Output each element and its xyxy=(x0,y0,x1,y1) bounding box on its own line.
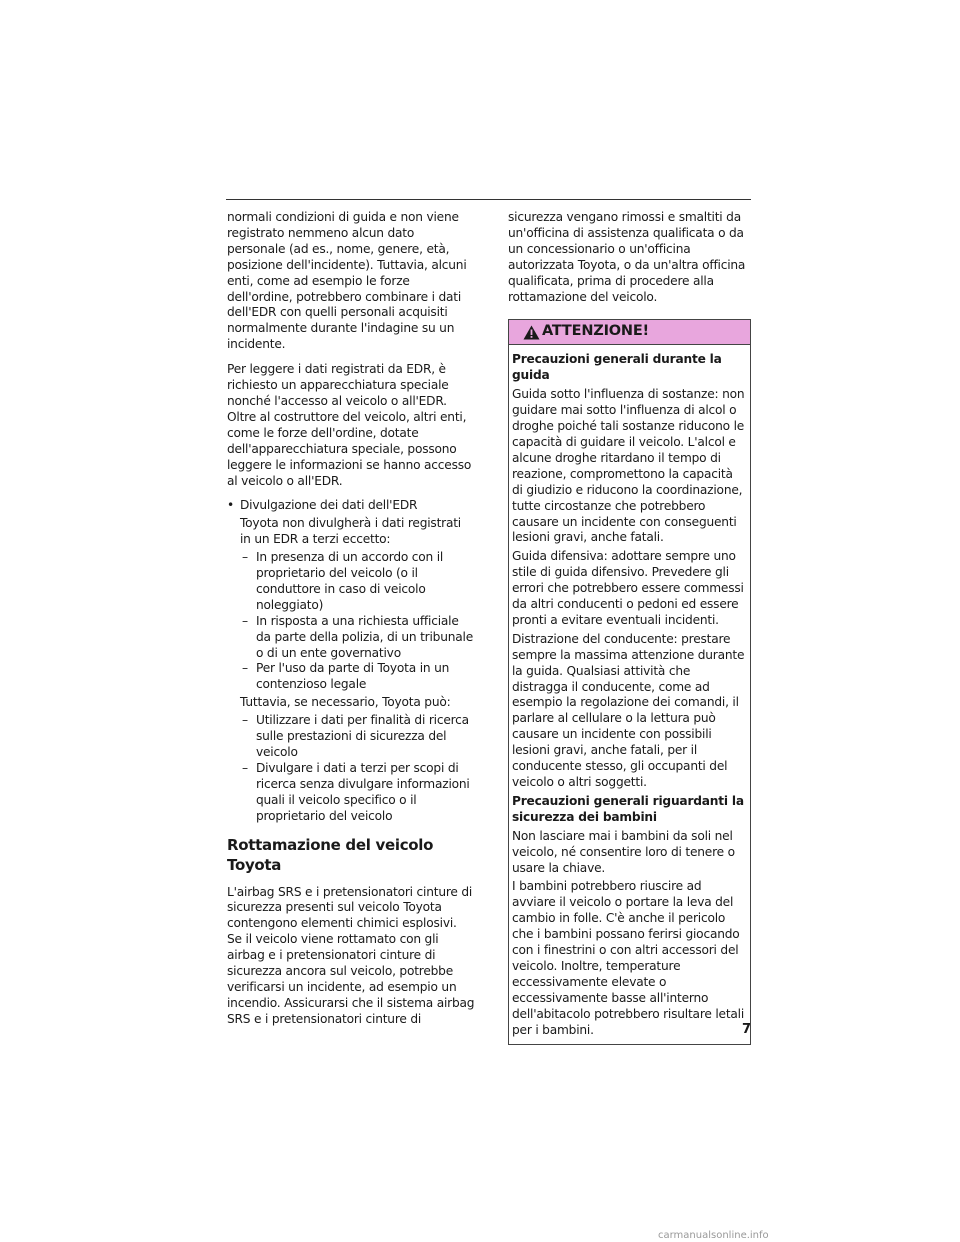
warning-subheading: Precauzioni generali riguardanti la sicurezza dei bambini xyxy=(512,793,744,824)
section-heading: Rottamazione del veicolo Toyota xyxy=(227,835,434,874)
watermark: carmanualsonline.info xyxy=(658,1230,769,1241)
paragraph: sicurezza vengano rimossi e smaltiti da un'officina di assistenza qualificata o da un concessionario o un'officina autorizzata Toyota, o da un'altra officina qualificata, prima di procedere alla rottamazione del veicolo. xyxy=(508,210,746,304)
paragraph: normali condizioni di guida e non viene registrato nemmeno alcun dato personale (ad es., nome, genere, età, posizione dell'incidente). Tuttavia, alcuni enti, come ad esempio le forze dell'ordine, potrebbero combinare i dati dell'EDR con quelli personali acquisiti normalmente durante l'indagine su un incidente. xyxy=(227,210,467,352)
warning-text: Distrazione del conducente: prestare sempre la massima attenzione durante la guida. Qualsiasi attività che distragga il conducente, come ad esempio la regolazione dei comandi, il parlare al cellulare o la lettura può causare un incidente con possibili lesioni gravi, anche fatali, per il conducente stesso, gli occupanti del veicolo o altri soggetti. xyxy=(512,631,745,789)
paragraph: L'airbag SRS e i pretensionatori cinture di sicurezza presenti sul veicolo Toyota contengono elementi chimici esplosivi. Se il veicolo viene rottamato con gli airbag e i pretensionatori cinture di sicurezza ancora sul veicolo, potrebbe verificarsi un incidente, ad esempio un incendio. Assicurarsi che il sistema airbag SRS e i pretensionatori cinture di xyxy=(227,884,475,1026)
warning-text: I bambini potrebbero riuscire ad avviare il veicolo o portare la leva del cambio in folle. C'è anche il pericolo che i bambini possano ferirsi giocando con i finestrini o con altri accessori del veicolo. Inoltre, temperature eccessivamente elevate o eccessivamente basse all'interno dell'abitacolo potrebbero risultare letali per i bambini. xyxy=(512,879,745,1037)
page-number: 7 xyxy=(742,1022,752,1037)
dash-item: – Per l'uso da parte di Toyota in un contenzioso legale xyxy=(227,661,475,693)
warning-box xyxy=(508,319,751,1044)
bullet-item: • Divulgazione dei dati dell'EDR xyxy=(227,498,475,514)
warning-body xyxy=(509,345,750,1043)
right-column xyxy=(508,210,751,1045)
dash-item: – In presenza di un accordo con il proprietario del veicolo (o il conduttore in caso di veicolo noleggiato) xyxy=(227,550,475,614)
dash-item: – Divulgare i dati a terzi per scopi di ricerca senza divulgare informazioni quali il veicolo specifico o il proprietario del veicolo xyxy=(227,761,475,825)
warning-subheading: Precauzioni generali durante la guida xyxy=(512,352,722,383)
warning-header xyxy=(509,320,750,345)
top-rule xyxy=(226,199,751,200)
sub-paragraph: Toyota non divulgherà i dati registrati in un EDR a terzi eccetto: xyxy=(240,516,461,547)
paragraph: Per leggere i dati registrati da EDR, è richiesto un apparecchiatura speciale nonché l'accesso al veicolo o all'EDR. Oltre al costruttore del veicolo, altri enti, come le forze dell'ordine, dotate dell'apparecchiatura speciale, possono leggere le informazioni se hanno accesso al veicolo o all'EDR. xyxy=(227,362,472,488)
dash-item: – Utilizzare i dati per finalità di ricerca sulle prestazioni di sicurezza del veicolo xyxy=(227,713,475,761)
warning-triangle-icon xyxy=(523,325,540,340)
warning-text: Guida sotto l'influenza di sostanze: non guidare mai sotto l'influenza di alcol o droghe poiché tali sostanze riducono le capacità di guidare il veicolo. L'alcol e alcune droghe ritardano il tempo di reazione, compromettono la capacità di giudizio e riducono la coordinazione, tutte circostanze che potrebbero causare un incidente con conseguenti lesioni gravi, anche fatali. xyxy=(512,387,745,545)
sub-paragraph: Tuttavia, se necessario, Toyota può: xyxy=(240,695,451,710)
dash-item: – In risposta a una richiesta ufficiale da parte della polizia, di un tribunale o di un ente governativo xyxy=(227,614,475,662)
warning-title: ATTENZIONE! xyxy=(542,323,649,340)
left-column xyxy=(227,210,475,1037)
warning-text: Non lasciare mai i bambini da soli nel veicolo, né consentire loro di tenere o usare la chiave. xyxy=(512,828,735,875)
warning-text: Guida difensiva: adottare sempre uno stile di guida difensivo. Prevedere gli errori che potrebbero essere commessi da altri conducenti o pedoni ed essere pronti a evitare eventuali incidenti. xyxy=(512,549,744,627)
